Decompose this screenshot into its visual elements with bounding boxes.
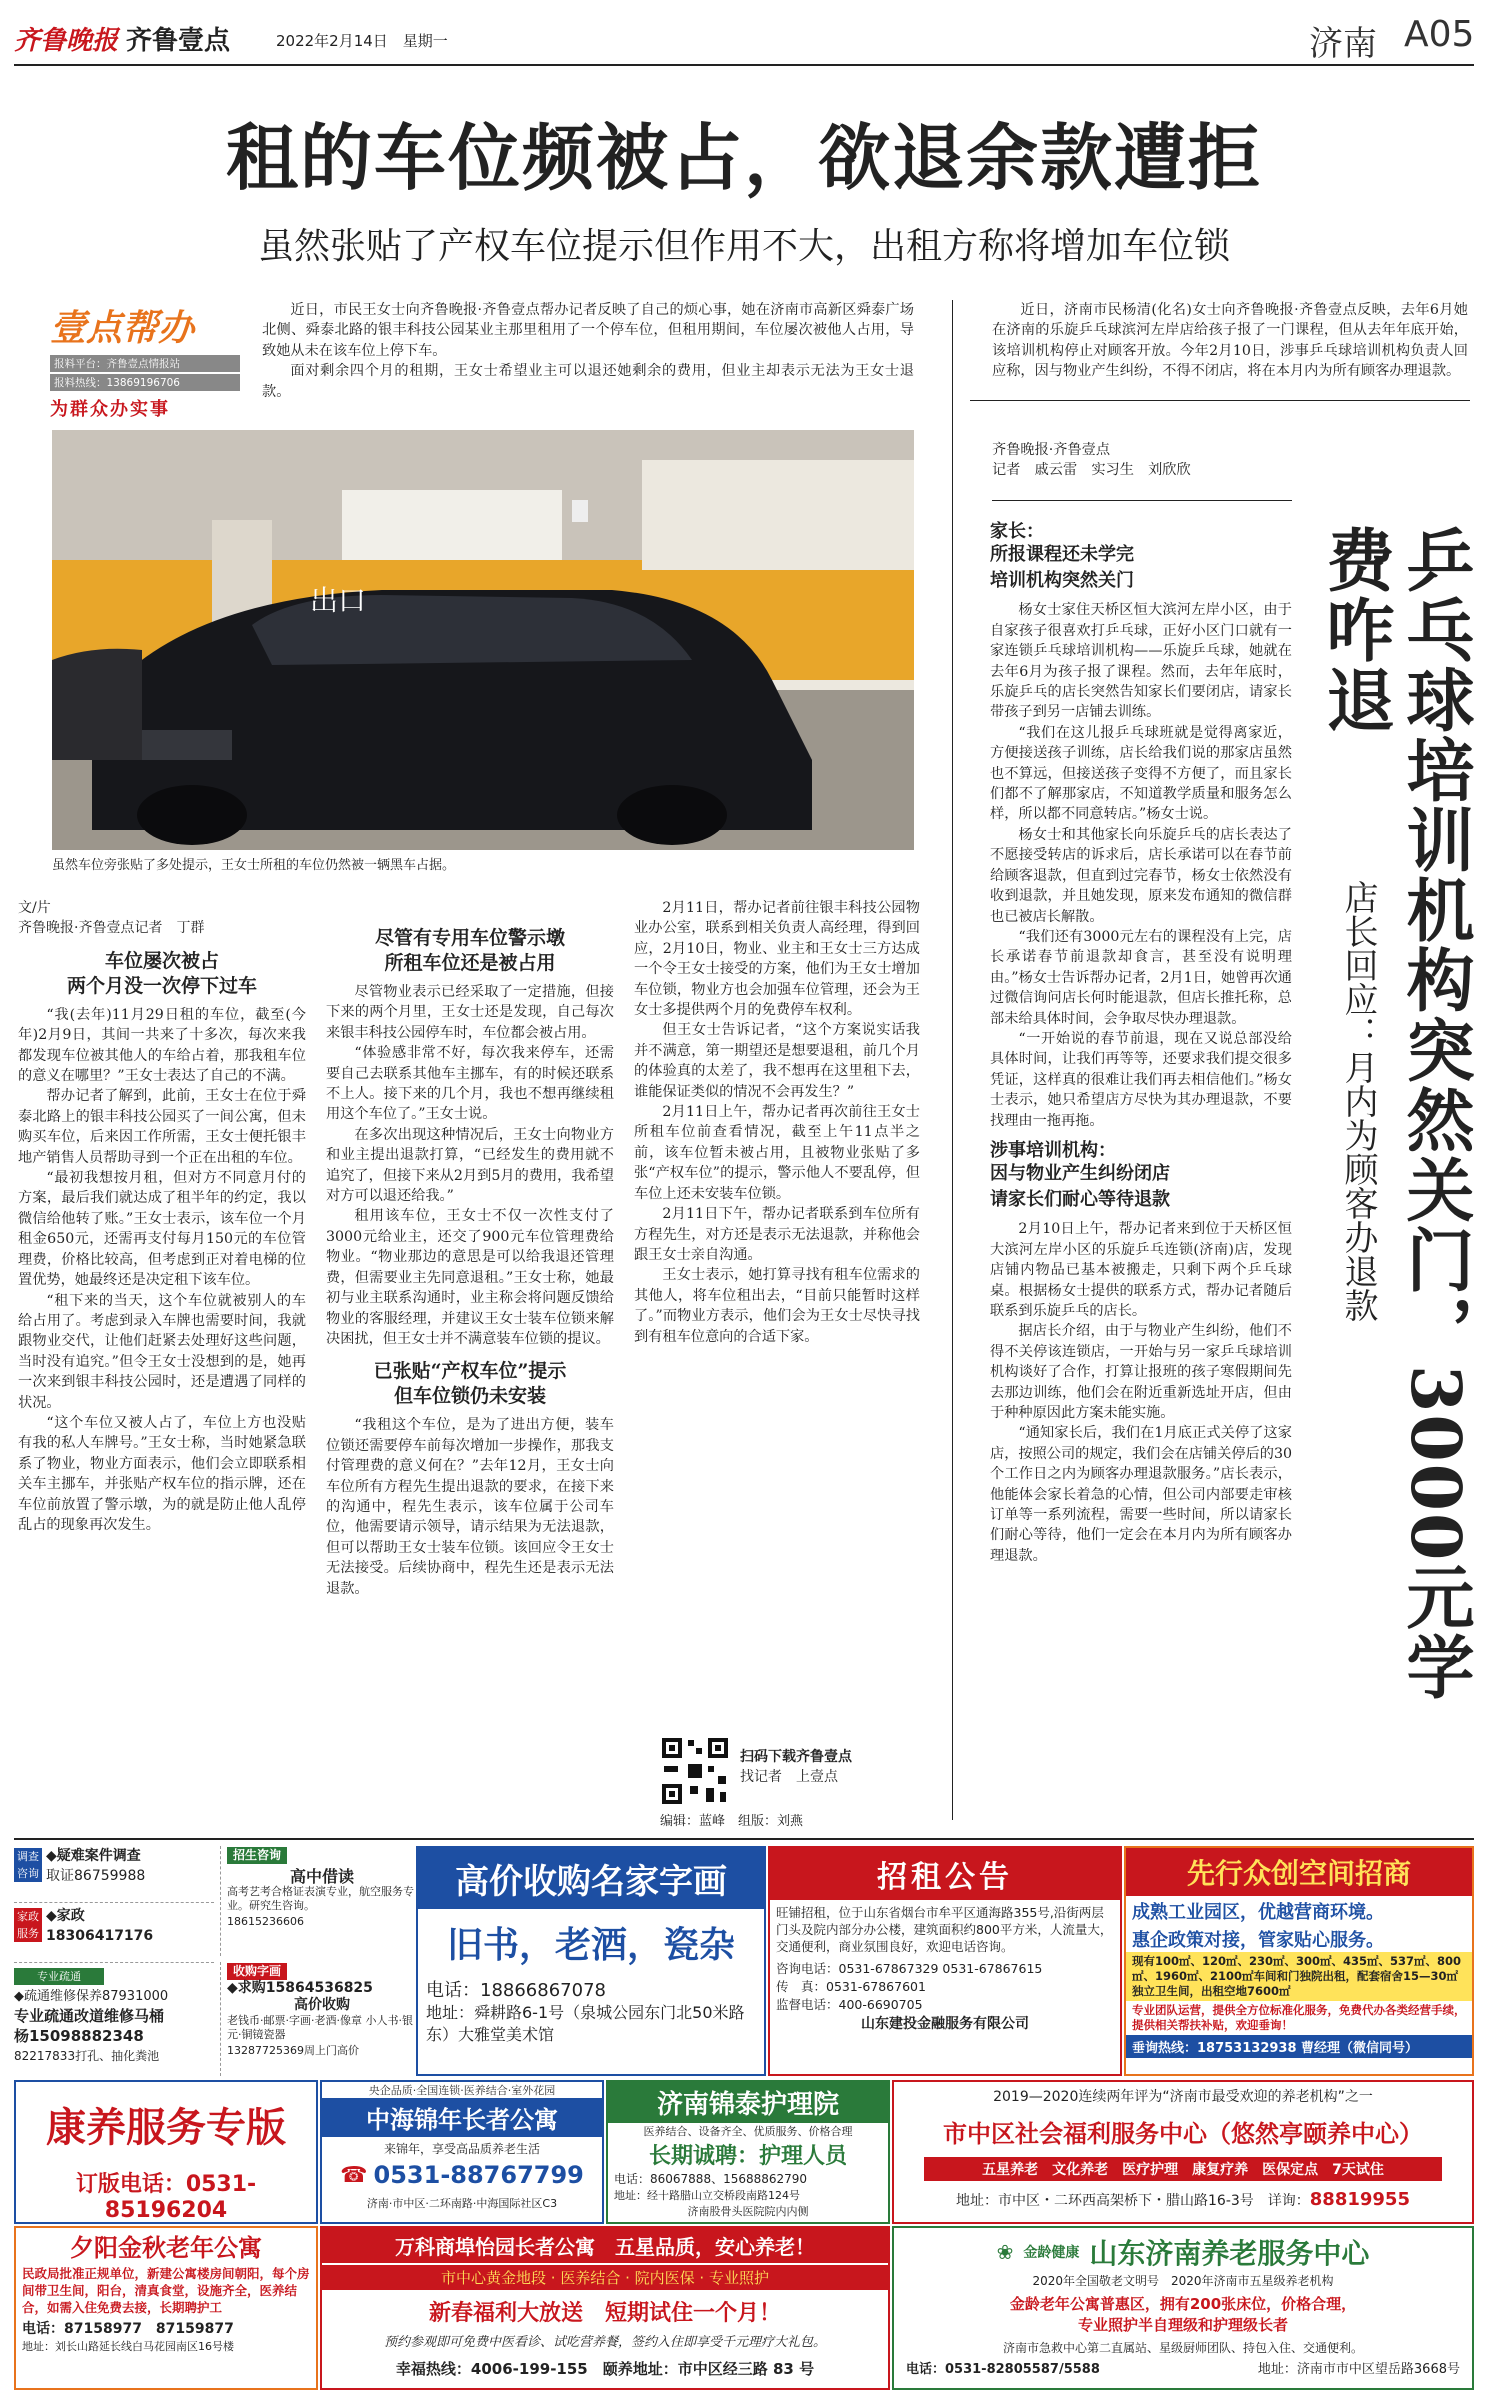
classified-ads [14,1846,414,2076]
classified-tag: 招生咨询 [227,1847,287,1864]
story1-headline: 租的车位频被占，欲退余款遭拒 [225,115,1262,200]
photo-caption: 虽然车位旁张贴了多处提示，王女士所租的车位仍然被一辆黑车占据。 [52,858,456,873]
column-logo [50,300,240,430]
jintai-address: 地址：经十路腊山立交桥段南路124号 [614,2189,800,2202]
story2-lead [992,300,1468,382]
masthead-rule [14,64,1474,66]
story2-para: 杨女士家住天桥区恒大滨河左岸小区，由于自家孩子很喜欢打乒乓球，正好小区门口就有一家连锁乒乓球培训机构——乐旋乒乓球，她就在去年6月为孩子报了课程。然而，去年年底时，乐旋乒乓的店长突然告知家长们要闭店，请家长带孩子到另一店铺去训练。 [990,602,1292,721]
kangyang-title: 康养服务专版 [46,2105,286,2151]
zhonghai-phone-row [322,2161,602,2189]
classified-phone: 13287725369周上门高价 [227,2044,359,2057]
jintai-hospital: 济南股骨头医院院内内侧 [687,2205,809,2218]
column-slogan: 为群众办实事 [50,399,170,420]
calligraphy-address: 地址：舜耕路6-1号（泉城公园东门北50米路东）大雅堂美术馆 [426,2003,745,2044]
classified-phone: 取证86759988 [46,1868,146,1884]
story1-para: “租下来的当天，这个车位就被别人的车给占用了。考虑到录入车牌也需要时间，我就跟物业交代，让他们赶紧去处理好这些问题，当时没有追究。”但令王女士没想到的是，她再一次来到银丰科技公园时，还是遭遇了同样的状况。 [18,1292,306,1411]
classified-title: ◆家政 [46,1908,85,1924]
story1-subheadline: 虽然张贴了产权车位提示但作用不大，出租方称将增加车位锁 [257,226,1230,267]
wanke-hotline: 幸福热线：4006-199-155 颐养地址：市中区经三路 83 号 [395,2360,815,2378]
story2-byline [992,440,1292,481]
story2-byline-2: 记者 戚云雷 实习生 刘欣欣 [992,462,1191,479]
story1-byline-2: 齐鲁晚报·齐鲁壹点记者 丁群 [18,920,205,937]
classified-ad [220,1962,417,2076]
classified-ad [220,1846,417,1956]
parking-photo-image [52,430,914,850]
classified-tag: 家政服务 [14,1908,42,1942]
jinling-line1: 金龄老年公寓普惠区，拥有200张床位，价格合理， [1009,2295,1357,2313]
rent-fax: 传 真：0531-67867601 [776,1979,926,1994]
story2-section1-title: 所报课程还未学完 培训机构突然关门 [990,544,1134,592]
parking-photo [52,430,914,850]
phone-icon: ☎ [340,2162,368,2188]
wanke-note: 预约参观即可免费中医看诊、试吃营养餐，签约入住即享受千元理疗大礼包。 [383,2335,826,2350]
classified-tag: 收购字画 [227,1963,287,1980]
rent-title: 招租公告 [770,1848,1120,1900]
story2-para: “我们还有3000元左右的课程没有上完，店长承诺春节前退款却食言，甚至没有说明理由。”杨女士告诉帮办记者，2月1日，她曾再次通过微信询问店长何时能退款，但店长推托称，总部未给具体时间，会争取尽快办理退款。 [990,928,1292,1027]
story1-section1-title: 车位屡次被占 两个月没一次停下过车 [66,949,257,997]
space-team: 专业团队运营，提供全方位标准化服务，免费代办各类经营手续，提供相关帮扶补贴，欢迎垂询！ [1132,2003,1466,2032]
story1-lead [262,300,914,402]
jinling-ad [892,2226,1474,2390]
classified-note: 82217833打孔、抽化粪池 [14,2049,160,2063]
jinling-title: 山东济南养老服务中心 [1089,2237,1370,2270]
classified-phone: 18615236606 [227,1915,304,1928]
space-line2: 惠企政策对接，管家贴心服务。 [1132,1930,1384,1951]
welfare-ad [892,2080,1474,2224]
story2-section2-kicker: 涉事培训机构： [990,1139,1116,1161]
classified-title: 高中借读 [289,1867,354,1886]
rent-ad [768,1846,1122,2076]
issue-date: 2022年2月14日 星期一 [276,32,448,50]
story2-headline: 乒乓球培训机构突然关门，3000元学费咋退 [1315,525,1475,1703]
jintai-job: 长期诚聘：护理人员 [648,2144,847,2169]
classified-ad [14,1846,214,1903]
story2-para: 杨女士和其他家长向乐旋乒乓的店长表达了不愿接受转店的诉求后，店长承诺可以在春节前给顾客退款，但直到过完春节，杨女士依然没有收到退款，并且她发现，原来发布通知的微信群也已被店长解散。 [990,826,1292,925]
kangyang-ad [14,2080,318,2224]
paper-name: 齐鲁晚报 [14,26,119,56]
jinling-line2: 专业照护半自理级和护理级长者 [1077,2316,1288,2334]
xiyang-phone: 电话：87158977 87159877 [22,2321,234,2337]
rent-phone: 咨询电话：0531-67867329 0531-67867615 [776,1961,1043,1976]
story1-col2 [326,898,614,1599]
jinling-award: 2020年全国敬老文明号 2020年济南市五星级养老机构 [1032,2274,1334,2288]
calligraphy-phone: 电话：18866867078 [426,1980,606,2001]
column-logo-title: 壹点帮办 [50,308,195,349]
story1-para: 但王女士告诉记者，“这个方案说实话我并不满意，第一期望还是想要退租，前几个月的体验真的太差了，我不想再在这里租下去，谁能保证类似的情况不会再发生？” [634,1022,920,1100]
zhonghai-phone: 0531-88767799 [373,2161,584,2189]
space-ad [1124,1846,1474,2076]
xiyang-ad [14,2226,318,2390]
welfare-phone: 88819955 [1309,2189,1410,2210]
jintai-ad [606,2080,890,2224]
jintai-phone: 电话：86067888、15688862790 [614,2172,808,2186]
story2-para: “我们在这儿报乒乓球班就是觉得离家近，方便接送孩子训练，店长给我们说的那家店虽然也不算远，但接送孩子变得不方便了，而且家长们都不了解那家店，不知道教学质量和服务怎么样，所以都不同意转店。”杨女士说。 [990,724,1292,823]
story1-para: “体验感非常不好，每次我来停车，还需要自己去联系其他车主挪车，有的时候还联系不上人。接下来的几个月，我也不想再继续租用这个车位了。”王女士说。 [326,1045,614,1123]
space-title: 先行众创空间招商 [1126,1848,1472,1896]
story2-col [990,522,1292,1566]
story1-col3 [634,898,920,1347]
jinling-contact [894,2356,1472,2379]
calligraphy-ad [416,1846,766,2076]
classified-ad [14,1966,214,2076]
xiyang-body: 民政局批准正规单位，新建公寓楼房间朝阳，每个房间带卫生间，阳台，清真食堂，设施齐全，医养结合，如需入住免费去接，长期聘护工 [22,2266,310,2315]
story1-para: “我(去年)11月29日租的车位，截至(今年)2月9日，其间一共来了十多次，每次来我都发现车位被其他人的车给占着，那我租车位的意义在哪里？”王女士表达了自己的不满。 [18,1006,306,1085]
ads-top-rule [14,1838,1474,1840]
region-label: 济南 [1309,24,1377,64]
welfare-top: 2019—2020连续两年评为“济南市最受欢迎的养老机构”之一 [993,2089,1373,2105]
story1-para: 2月11日下午，帮办记者联系到车位所有方程先生，对方还是表示无法退款，并称他会跟王女士亲自沟通。 [634,1206,920,1263]
classified-body: 专业疏通改道维修马桶 [14,2007,165,2025]
story1-section3-title: 已张贴“产权车位”提示 但车位锁仍未安装 [373,1360,567,1408]
leaf-logo-icon: ❀ [996,2240,1014,2264]
classified-title: ◆求购15864536825 [227,1980,373,1996]
space-sizes: 现有100㎡、120㎡、230㎡、300㎡、435㎡、537㎡、800㎡、1960㎡、2100㎡车间和门独院出租，配套宿舍15—30㎡独立卫生间，出租空地7600㎡ [1126,1952,1472,2001]
story1-lead-para: 近日，市民王女士向齐鲁晚报·齐鲁壹点帮办记者反映了自己的烦心事，她在济南市高新区舜泰广场北侧、舜泰北路的银丰科技公园某业主那里租用了一个停车位，但租用期间，车位屡次被他人占用，导致她从未在该车位上停下车。 [262,302,914,359]
wanke-title: 万科商埠怡园长者公寓 五星品质，安心养老！ [322,2228,888,2263]
story1-para: “这个车位又被人占了，车位上方也没贴有我的私人车牌号。”王女士称，当时她紧急联系了物业，物业方面表示，他们会立即联系相关车主挪车，并张贴产权车位的指示牌，还在车位前放置了警示墩，为的就是防止他人乱停乱占的现象再次发生。 [18,1414,306,1533]
story2-para: “通知家长后，我们在1月底正式关停了这家店，按照公司的规定，我们会在店铺关停后的30个工作日之内为顾客办理退款服务。”店长表示，他能体会家长着急的心情，但公司内部要走审核订单等一系列流程，需要一些时间，所以请家长们耐心等待，他们一定会在本月内为所有顾客办理退款。 [990,1425,1292,1564]
zhonghai-title: 中海锦年长者公寓 [322,2098,602,2137]
wanke-promo: 新春福利大放送 短期试住一个月！ [428,2301,781,2326]
story-divider [952,300,953,1820]
rent-monitor: 监督电话：400-6690705 [776,1997,923,2012]
classified-body: 高考艺考合格证表演专业，航空服务专业。研究生咨询。 [227,1885,414,1912]
classified-title: ◆疏通维修保养87931000 [14,1989,169,2004]
welfare-address: 地址：市中区・二环西高架桥下・腊山路16-3号 详询： [956,2193,1310,2209]
story1-lead-para: 面对剩余四个月的租期，王女士希望业主可以退还她剩余的费用，但业主却表示无法为王女士退款。 [262,363,914,400]
zhonghai-ad [320,2080,604,2224]
rent-body: 旺铺招租，位于山东省烟台市牟平区通海路355号,沿街两层门头及院内部分办公楼，建筑面积约800平方米，人流量大，交通便利，商业氛围良好，欢迎电话咨询。 [776,1905,1113,1954]
classified-tag: 专业疏通 [14,1968,104,1985]
story2-para: 2月10日上午，帮办记者来到位于天桥区恒大滨河左岸小区的乐旋乒乓连锁(济南)店，发现店铺内物品已基本被搬走，只剩下两个乒乓球桌。根据杨女士提供的联系方式，帮办记者随后联系到乐旋乒乓的店长。 [990,1221,1292,1319]
column-hotline-1: 报料平台：齐鲁壹点情报站 [50,355,240,372]
photo-exit-sign: 出口 [310,584,367,617]
classified-tag: 调查咨询 [14,1848,42,1882]
story1-para: “我租这个车位，是为了进出方便，装车位锁还需要停车前每次增加一步操作，那我支付管理费的意义何在？”去年12月，王女士向车位所有方程先生提出退款的要求，在接下来的沟通中，程先生表示，该车位属于公司车位，他需要请示领导，请示结果为无法退款，但可以帮助王女士装车位锁。该回应令王女士无法接受。后续协商中，程先生还是表示无法退款。 [326,1417,614,1597]
calligraphy-sub: 旧书，老酒，瓷杂 [446,1925,735,1966]
story1-byline-1: 文/片 [18,900,51,916]
jintai-title: 济南锦泰护理院 [608,2082,888,2123]
rent-company: 山东建投金融服务有限公司 [861,2016,1029,2032]
welfare-tags: 五星养老 文化养老 医疗护理 康复疗养 医保定点 7天试住 [924,2157,1442,2181]
space-line1: 成熟工业园区，优越营商环境。 [1132,1902,1384,1923]
wanke-sub: 市中心黄金地段 · 医养结合 · 院内医保 · 专业照护 [322,2265,888,2290]
page-number: A05 [1404,14,1475,55]
story2-byline-1: 齐鲁晚报·齐鲁壹点 [992,442,1111,458]
story2-para: “一开始说的春节前退，现在又说总部没给具体时间，让我们再等等，还要求我们提交很多凭证，这样真的很难让我们再去相信他们。”杨女士表示，她只希望店方尽快为其办理退款，不要找理由一拖再拖。 [990,1030,1292,1129]
story2-section2-title: 因与物业产生纠纷闭店 请家长们耐心等待退款 [990,1163,1170,1211]
zhonghai-top: 央企品质·全国连锁·医养结合·室外花园 [368,2084,556,2097]
story1-col1 [18,898,306,1535]
editors-line: 编辑：蓝峰 组版：刘燕 [660,1814,804,1829]
story1-para: “最初我想按月租，但对方不同意月付的方案，最后我们就达成了租半年的约定，我以微信给他转了账。”王女士表示，该车位一个月租金650元，还需再支付每月150元的车位管理费，价格比较高，但考虑到正对着电梯的位置优势，她最终还是决定租下该车位。 [18,1170,306,1289]
story2-para: 据店长介绍，由于与物业产生纠纷，他们不得不关停该连锁店，一开始与另一家乒乓球培训机构谈好了合作，打算让报班的孩子寒假期间先去那边训练，他们会在附近重新选址开店，但由于种种原因此方案未能实施。 [990,1323,1292,1422]
brand-name: 齐鲁壹点 [126,26,231,56]
xiyang-title: 夕阳金秋老年公寓 [70,2234,262,2262]
classified-phone: 18306417176 [46,1928,154,1944]
calligraphy-title: 高价收购名家字画 [418,1848,764,1909]
story2-lead-rule [970,400,1470,401]
zhonghai-address: 济南·市中区·二环南路·中海国际社区C3 [366,2197,558,2210]
masthead [14,10,1474,70]
xiyang-address: 地址：刘长山路延长线白马花园南区16号楼 [22,2340,234,2353]
welfare-title: 市中区社会福利服务中心（悠然亭颐养中心） [943,2120,1423,2148]
welfare-address-row [894,2189,1472,2210]
jinling-place: 济南市急救中心第二直属站、星级厨师团队、持包入住、交通便利。 [1002,2341,1363,2355]
classified-ad [14,1906,214,1963]
jinling-header [894,2232,1472,2272]
classified-title: ◆疑难案件调查 [46,1848,141,1864]
kangyang-phone: 订版电话：0531-85196204 [75,2172,257,2223]
story2-byline-rule [992,500,1292,501]
column-hotline-2: 报料热线：13869196706 [50,374,240,391]
wanke-ad [320,2226,890,2390]
jinling-phone: 电话：0531-82805587/5588 [906,2362,1100,2377]
qr-code-icon[interactable] [660,1736,730,1806]
story2-section1-kicker: 家长： [990,521,1044,542]
space-phone: 垂询热线：18753132938 曹经理（微信同号） [1126,2035,1472,2058]
jintai-sub: 医养结合、设备齐全、优质服务、价格合理 [643,2125,853,2138]
zhonghai-slogan: 来锦年，享受高品质养老生活 [383,2142,540,2156]
story1-para: 2月11日，帮办记者前往银丰科技公园物业办公室，联系到相关负责人高经理，得到回应，2月10日，物业、业主和王女士三方达成一个令王女士接受的方案，他们为王女士增加车位锁，物业方也会加强车位管理，还会为王女士多提供两个月的免费停车权利。 [634,900,920,1019]
classified-phone: 杨15098882348 [14,2027,144,2045]
story2-subheadline: 店长回应：月内为顾客办退款 [1338,880,1378,1322]
story1-para: 2月11日上午，帮办记者再次前往王女士所租车位前查看情况，截至上午11点半之前，该车位暂未被占用，且被物业张贴了多张“产权车位”的提示，警示他人不要乱停，但车位上还未安装车位锁。 [634,1104,920,1202]
jinling-brand: 金龄健康 [1023,2245,1080,2261]
jinling-address: 地址：济南市市中区望岳路3668号 [1257,2362,1460,2377]
story1-para: 帮办记者了解到，此前，王女士在位于舜泰北路上的银丰科技公园买了一间公寓，但未购买车位，后来因工作所需，王女士便托银丰地产销售人员帮助寻到一个正在出租的车位。 [18,1088,306,1166]
story1-para: 尽管物业表示已经采取了一定措施，但接下来的两个月里，王女士还是发现，自己每次来银丰科技公园停车时，车位都会被占用。 [326,984,614,1041]
story2-lead-para: 近日，济南市民杨清(化名)女士向齐鲁晚报·齐鲁壹点反映，去年6月她在济南的乐旋乒乓球滨河左岸店给孩子报了一门课程，但从去年年底开始，该培训机构停止对顾客开放。今年2月10日，涉事乒乓球培训机构负责人回应称，因与物业产生纠纷，不得不闭店，将在本月内为所有顾客办理退款。 [992,302,1468,380]
story1-para: 租用该车位，王女士不仅一次性支付了3000元给业主，还交了900元车位管理费给物业。“物业那边的意思是可以给我退还管理费，但需要业主先同意退租。”王女士称，她最初与业主联系沟通时，业主称会将问题反馈给物业的客服经理，并建议王女士装车位锁来解决困扰，但王女士并不满意装车位锁的提议。 [326,1208,614,1347]
story1-section2-title: 尽管有专用车位警示墩 所租车位还是被占用 [374,927,565,974]
qr-block [660,1736,920,1829]
story1-para: 王女士表示，她打算寻找有租车位需求的其他人，将车位租出去，“目前只能暂时这样了。”而物业方表示，他们会为王女士尽快寻找到有租车位意向的合适下家。 [634,1267,920,1345]
story1-para: 在多次出现这种情况后，王女士向物业方和业主提出退款打算，“已经发生的费用就不追究了，但接下来从2月到5月的费用，我希望对方可以退还给我。” [326,1126,614,1205]
qr-text-2: 找记者 上壹点 [740,1769,838,1785]
classified-body: 老钱币·邮票·字画·老酒·像章 小人书·银元·铜镜瓷器 [227,2014,413,2041]
classified-sub: 高价收购 [294,1997,350,2013]
qr-text-1: 扫码下载齐鲁壹点 [740,1749,852,1765]
